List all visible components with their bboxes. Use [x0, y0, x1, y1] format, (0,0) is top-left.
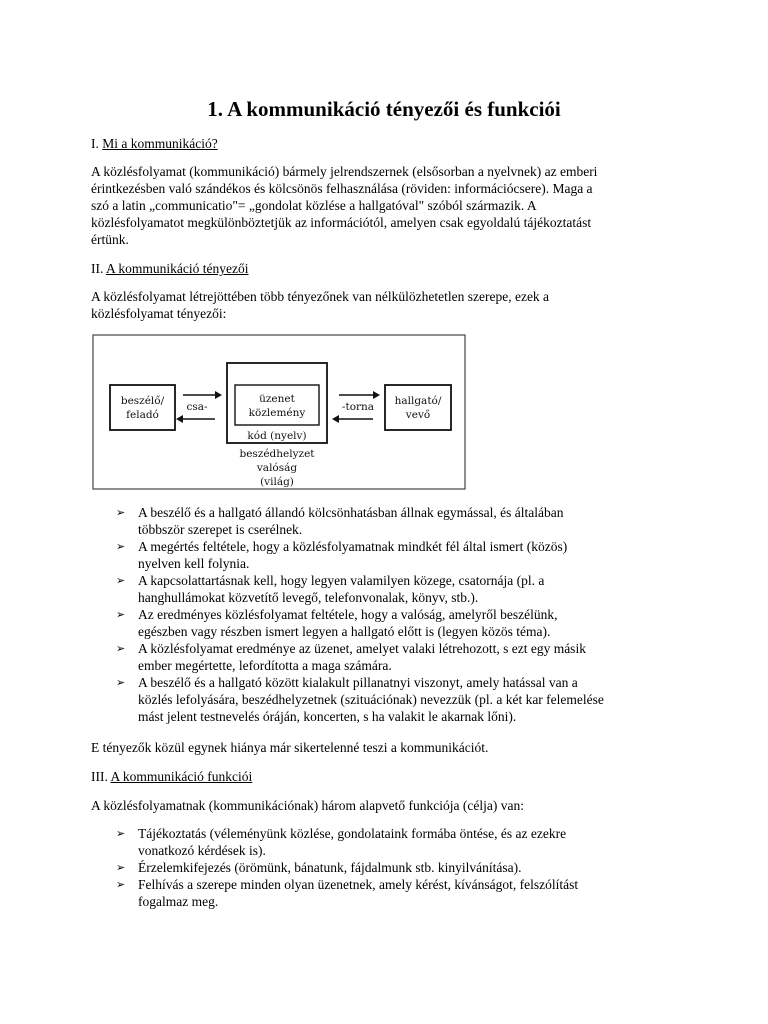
list-item-line: Felhívás a szerepe minden olyan üzenetnek, amely kérést, kívánságot, felszólítást	[138, 877, 579, 892]
list-item-line: Az eredményes közlésfolyamat feltétele, hogy a valóság, amelyről beszélünk,	[138, 607, 558, 622]
paragraph-line: érintkezésben való szándékos és kölcsönös felhasználása (röviden: információcsere). Maga a	[91, 181, 593, 196]
section-2-heading	[91, 260, 681, 277]
list-item-line: A kapcsolattartásnak kell, hogy legyen valamilyen közege, csatornája (pl. a	[138, 573, 545, 588]
bullet-arrow-icon: ➢	[116, 540, 126, 553]
bullet-arrow-icon: ➢	[116, 506, 126, 519]
list-item-line: A megértés feltétele, hogy a közlésfolyamatnak mindkét fél által ismert (közös)	[138, 539, 568, 554]
message-box	[235, 385, 319, 425]
list-item	[116, 504, 676, 538]
list-item-line: nyelven kell folynia.	[138, 556, 250, 571]
reality-label-2: (világ)	[260, 476, 294, 488]
section-3-number: III.	[91, 769, 108, 784]
list-item-line: ember megértette, lefordította a maga számára.	[138, 658, 392, 673]
bullet-arrow-icon: ➢	[116, 642, 126, 655]
list-item	[116, 606, 676, 640]
section-2-closing: E tényezők közül egynek hiánya már sikertelenné teszi a kommunikációt.	[91, 740, 489, 755]
paragraph-line: A közlésfolyamat (kommunikáció) bármely jelrendszernek (elsősorban a nyelvnek) az emberi	[91, 164, 598, 179]
receiver-label-1: hallgató/	[394, 395, 442, 407]
channel-label-right: -torna	[341, 401, 375, 413]
list-item	[116, 859, 676, 876]
list-item	[116, 876, 676, 910]
list-item-line: közlés lefolyására, beszédhelyzetnek (szituációnak) nevezzük (pl. a két kar felemelése	[138, 692, 604, 707]
bullet-arrow-icon: ➢	[116, 827, 126, 840]
list-item-line: vonatkozó kérdések is).	[138, 843, 266, 858]
channel-label-left: csa-	[186, 401, 208, 413]
section-3-heading	[91, 768, 681, 785]
message-label-1: üzenet	[259, 393, 295, 405]
section-1-number: I.	[91, 136, 99, 151]
section-3-intro: A közlésfolyamatnak (kommunikációnak) három alapvető funkciója (célja) van:	[91, 798, 524, 813]
receiver-box	[385, 385, 451, 430]
list-item-line: Érzelemkifejezés (örömünk, bánatunk, fájdalmunk stb. kinyilvánítása).	[138, 860, 522, 875]
page-title: 1. A kommunikáció tényezői és funkciói	[207, 97, 561, 121]
message-label-2: közlemény	[248, 407, 306, 419]
list-item	[116, 640, 676, 674]
bullet-arrow-icon: ➢	[116, 608, 126, 621]
section-2-intro	[91, 288, 681, 322]
receiver-label-2: vevő	[405, 409, 431, 421]
list-item	[116, 825, 676, 859]
sender-label-1: beszélő/	[120, 395, 165, 407]
list-item-line: Tájékoztatás (véleményünk közlése, gondolataink formába öntése, és az ezekre	[138, 826, 567, 841]
section-1-heading	[91, 135, 681, 152]
list-item	[116, 572, 676, 606]
communication-factors-diagram	[91, 333, 467, 491]
functions-list	[116, 825, 676, 910]
code-label: kód (nyelv)	[247, 430, 307, 442]
factors-list	[116, 504, 676, 725]
section-3-title: A kommunikáció funkciói	[110, 769, 253, 784]
list-item-line: mást jelent testnevelés óráján, koncerten, s ha valakit le akarnak lőni).	[138, 709, 517, 724]
list-item-line: A beszélő és a hallgató állandó kölcsönhatásban állnak egymással, és általában	[138, 505, 564, 520]
list-item-line: A közlésfolyamat eredménye az üzenet, amelyet valaki létrehozott, s ezt egy másik	[138, 641, 586, 656]
paragraph-line: A közlésfolyamat létrejöttében több tényezőnek van nélkülözhetetlen szerepe, ezek a	[91, 289, 550, 304]
section-2-title: A kommunikáció tényezői	[106, 261, 249, 276]
list-item-line: hanghullámokat közvetítő levegő, telefonvonalak, könyv, stb.).	[138, 590, 479, 605]
paragraph-line: értünk.	[91, 232, 129, 247]
sender-box	[110, 385, 175, 430]
bullet-arrow-icon: ➢	[116, 878, 126, 891]
reality-label-1: valóság	[256, 462, 298, 474]
list-item	[116, 674, 676, 725]
paragraph-line: közlésfolyamat tényezői:	[91, 306, 227, 321]
situation-label: beszédhelyzet	[239, 448, 315, 460]
paragraph-line: közlésfolyamatot megkülönböztetjük az információtól, amelyen csak egyoldalú tájékoztatást	[91, 215, 592, 230]
list-item-line: többször szerepet is cserélnek.	[138, 522, 303, 537]
bullet-arrow-icon: ➢	[116, 574, 126, 587]
section-2-number: II.	[91, 261, 104, 276]
section-1-title: Mi a kommunikáció?	[102, 136, 218, 151]
section-1-paragraph	[91, 163, 681, 248]
list-item	[116, 538, 676, 572]
sender-label-2: feladó	[126, 409, 159, 421]
bullet-arrow-icon: ➢	[116, 861, 126, 874]
list-item-line: fogalmaz meg.	[138, 894, 219, 909]
list-item-line: egészben vagy részben ismert legyen a hallgató előtt is (legyen közös téma).	[138, 624, 551, 639]
paragraph-line: szó a latin „communicatio"= „gondolat közlése a hallgatóval" szóból származik. A	[91, 198, 537, 213]
list-item-line: A beszélő és a hallgató között kialakult pillanatnyi viszonyt, amely hatással van a	[138, 675, 578, 690]
bullet-arrow-icon: ➢	[116, 676, 126, 689]
